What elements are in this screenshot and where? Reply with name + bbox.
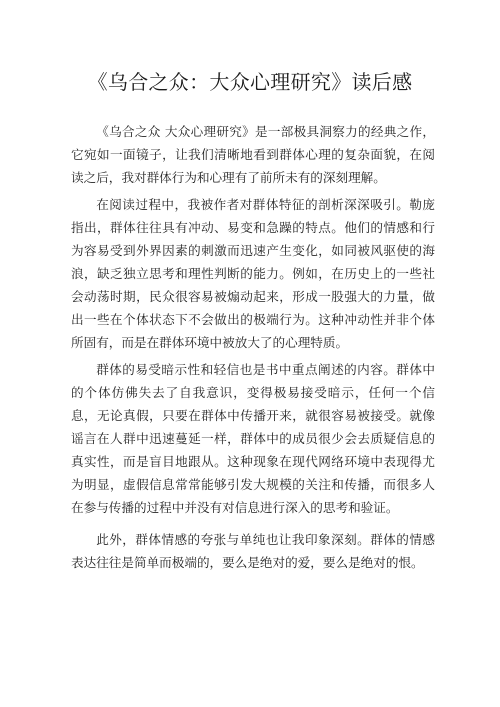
paragraph-emotions: 此外，群体情感的夸张与单纯也让我印象深刻。群体的情感表达往往是简单而极端的，要么是绝对的爱，要么是绝对的恨。 xyxy=(71,532,435,570)
paragraph-group-traits: 在阅读过程中，我被作者对群体特征的剖析深深吸引。勒庞指出，群体往往具有冲动、易变和急躁的特点。他们的情感和行为容易受到外界因素的刺激而迅速产生变化，如同被风驱使的海浪，缺乏独立思考和理性判断的能力。例如，在历史上的一些社会动荡时期，民众很容易被煽动起来，形成一股强大的力量，做出一些在个体状态下不会做出的极端行为。这种冲动性并非个体所固有，而是在群体环境中被放大了的心理特质。 xyxy=(71,197,435,350)
document-body xyxy=(71,120,435,574)
paragraph-suggestibility: 群体的易受暗示性和轻信也是书中重点阐述的内容。群体中的个体仿佛失去了自我意识，变得极易接受暗示，任何一个信息，无论真假，只要在群体中传播开来，就很容易被接受。就像谣言在人群中迅速蔓延一样，群体中的成员很少会去质疑信息的真实性，而是盲目地跟从。这种现象在现代网络环境中表现得尤为明显，虚假信息常常能够引发大规模的关注和传播，而很多人在参与传播的过程中并没有对信息进行深入的思考和验证。 xyxy=(71,362,435,515)
document-title: 《乌合之众：大众心理研究》读后感 xyxy=(87,70,413,94)
paragraph-intro: 《乌合之众 大众心理研究》是一部极具洞察力的经典之作，它宛如一面镜子，让我们清晰地看到群体心理的复杂面貌，在阅读之后，我对群体行为和心理有了前所未有的深刻理解。 xyxy=(71,124,435,185)
